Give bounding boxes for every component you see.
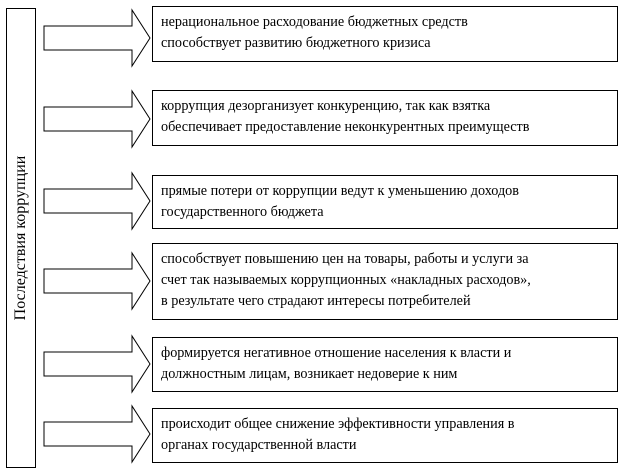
consequence-text-4: способствует повышению цен на товары, работы и услуги за счет так называемых коррупционных «накладных расходов», в результате чего страдают интересы потребителей: [161, 251, 531, 309]
consequence-box-5: [152, 337, 618, 392]
consequence-box-6: [152, 408, 618, 463]
side-label: Последствия коррупции: [12, 155, 29, 321]
consequence-text-1: нерациональное расходование бюджетных средств способствует развитию бюджетного кризиса: [161, 14, 468, 51]
consequence-box-3: [152, 175, 618, 229]
consequence-box-2: [152, 90, 618, 146]
consequence-text-3: прямые потери от коррупции ведут к уменьшению доходов государственного бюджета: [161, 183, 519, 220]
consequence-box-4: [152, 243, 618, 320]
consequence-box-1: [152, 6, 618, 62]
arrow-1: [44, 10, 150, 66]
consequence-text-6: происходит общее снижение эффективности управления в органах государственной власти: [161, 416, 515, 453]
arrow-5: [44, 336, 150, 392]
consequence-text-5: формируется негативное отношение населения к власти и должностным лицам, возникает недоверие к ним: [161, 345, 512, 382]
arrow-4: [44, 253, 150, 309]
arrow-3: [44, 173, 150, 229]
arrow-6: [44, 406, 150, 462]
arrow-2: [44, 91, 150, 147]
consequence-text-2: коррупция дезорганизует конкуренцию, так как взятка обеспечивает предоставление неконкурентных преимуществ: [161, 98, 530, 135]
